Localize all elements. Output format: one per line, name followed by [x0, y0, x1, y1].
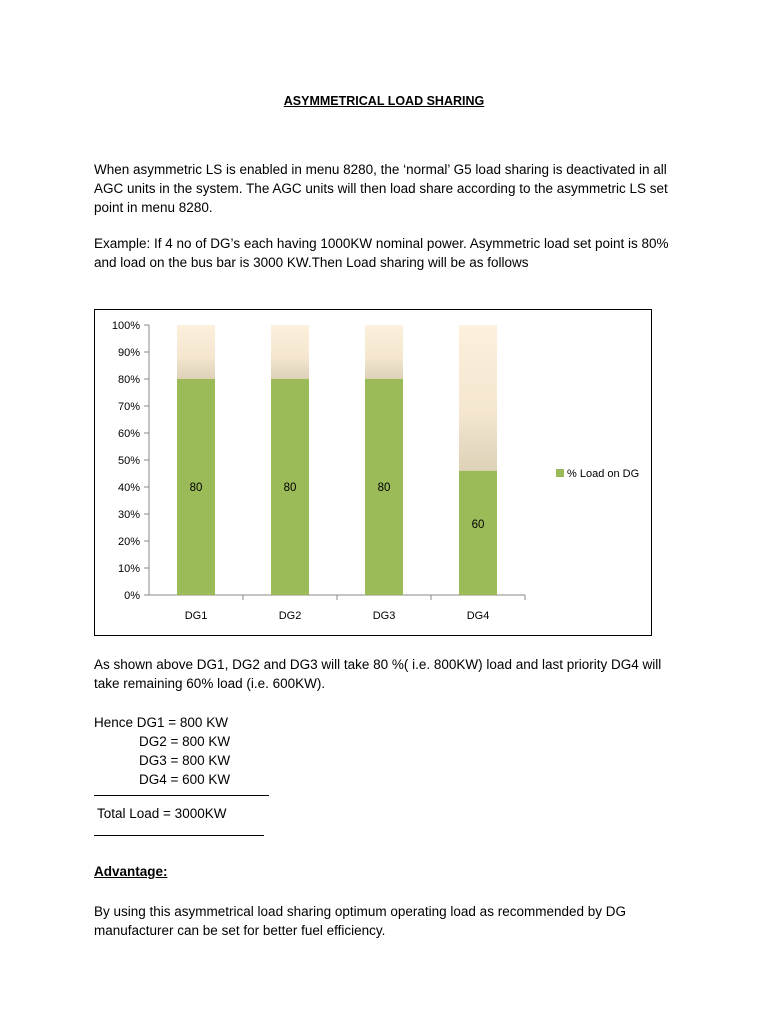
y-tick-label: 40%	[117, 482, 140, 494]
y-tick-label: 80%	[117, 374, 140, 386]
y-tick-label: 30%	[117, 509, 140, 521]
divider-line	[94, 795, 269, 796]
y-tick-label: 50%	[117, 455, 140, 467]
data-label-dg2: 80	[283, 482, 297, 494]
legend-swatch	[556, 469, 564, 477]
x-tick-label-dg1: DG1	[184, 610, 208, 622]
document-title: ASYMMETRICAL LOAD SHARING	[283, 94, 485, 108]
paragraph-advantage: By using this asymmetrical load sharing optimum operating load as recommended by DG manufacturer can be set for better fuel efficiency.	[94, 904, 626, 938]
bar-remaining-dg2	[271, 325, 309, 379]
x-tick-label-dg4: DG4	[466, 610, 490, 622]
chart-svg	[95, 310, 651, 635]
y-tick-label: 0%	[124, 590, 140, 602]
calc-line-dg3: DG3 = 800 KW	[139, 753, 231, 768]
bar-remaining-dg4	[459, 325, 497, 471]
bar-remaining-dg1	[177, 325, 215, 379]
calc-line-dg2: DG2 = 800 KW	[139, 734, 231, 749]
x-tick-label-dg2: DG2	[278, 610, 302, 622]
total-load: Total Load = 3000KW	[97, 806, 227, 821]
paragraph-example: Example: If 4 no of DG’s each having 1000KW nominal power. Asymmetric load set point is 80% and load on the bus bar is 3000 KW.Then Load sharing will be as follows	[94, 236, 669, 270]
calculation-block	[94, 713, 230, 789]
paragraph-explanation: As shown above DG1, DG2 and DG3 will take 80 %( i.e. 800KW) load and last priority DG4 will take remaining 60% load (i.e. 600KW).	[94, 657, 662, 691]
bar-remaining-dg3	[365, 325, 403, 379]
y-tick-label: 20%	[117, 536, 140, 548]
legend-label: % Load on DG	[567, 468, 640, 480]
paragraph-intro: When asymmetric LS is enabled in menu 8280, the ‘normal’ G5 load sharing is deactivated in all AGC units in the system. The AGC units will then load share according to the asymmetric LS set point in menu 8280.	[94, 162, 668, 215]
calc-line-dg1: Hence DG1 = 800 KW	[94, 715, 228, 730]
load-sharing-chart	[94, 309, 652, 636]
y-tick-label: 70%	[117, 401, 140, 413]
y-tick-label: 10%	[117, 563, 140, 575]
divider-line	[94, 835, 264, 836]
data-label-dg1: 80	[189, 482, 203, 494]
bar-dg4	[459, 471, 497, 595]
data-label-dg4: 60	[471, 518, 485, 531]
y-tick-label: 100%	[111, 320, 140, 332]
advantage-heading: Advantage:	[94, 864, 168, 879]
y-tick-label: 60%	[117, 428, 140, 440]
data-label-dg3: 80	[377, 482, 391, 494]
x-tick-label-dg3: DG3	[372, 610, 396, 622]
calc-line-dg4: DG4 = 600 KW	[139, 772, 231, 787]
y-tick-label: 90%	[117, 347, 140, 359]
